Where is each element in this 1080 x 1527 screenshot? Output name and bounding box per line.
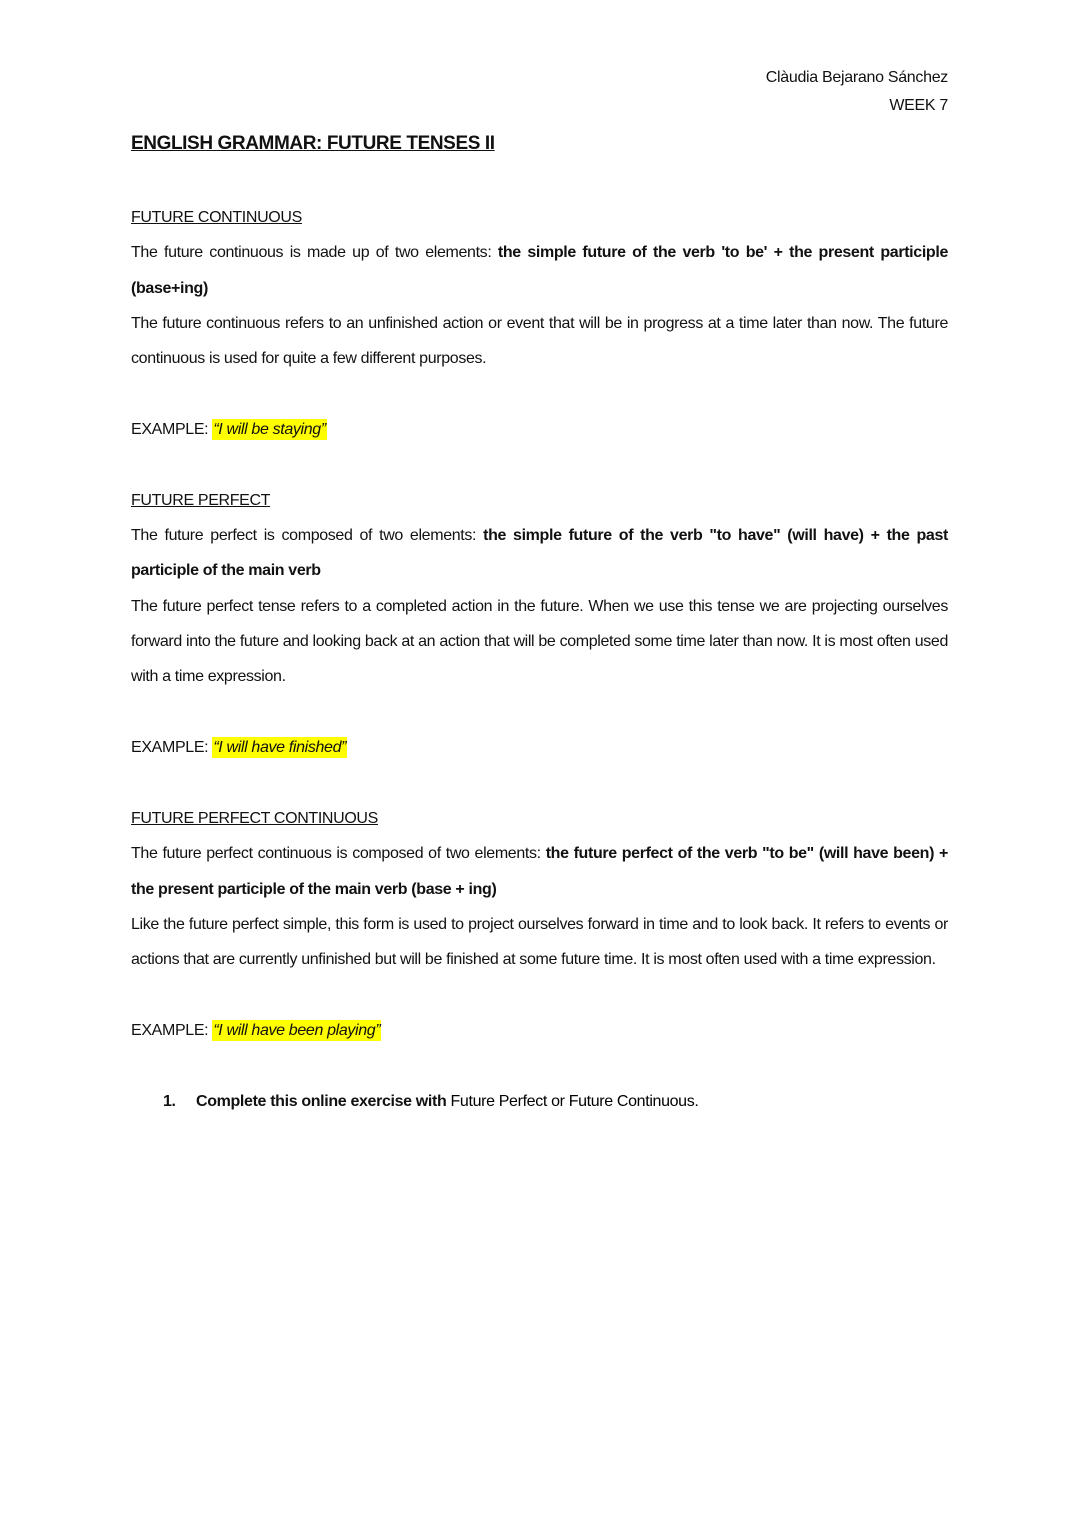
definition-paragraph [131, 518, 948, 589]
explanation-paragraph: The future perfect tense refers to a completed action in the future. When we use this tense we are projecting ourselves forward into the future and looking back at an action that will be completed some time later than now. It is most often used with a time expression. [131, 597, 948, 686]
definition-intro: The future perfect is composed of two elements: [131, 527, 484, 545]
document-body [131, 200, 948, 1119]
definition-formula: the simple future of the verb "to have" (will have) + the past participle of the main verb [131, 527, 948, 580]
example-line [131, 730, 948, 765]
task-text-rest: Future Perfect or Future Continuous. [450, 1092, 699, 1110]
author-name: Clàudia Bejarano Sánchez [765, 69, 948, 86]
example-highlight: “I will have finished” [213, 739, 347, 757]
definition-formula: the simple future of the verb 'to be' + the present participle (base+ing) [131, 244, 948, 297]
definition-paragraph [131, 836, 948, 907]
week-label: WEEK 7 [889, 97, 948, 114]
explanation-paragraph: Like the future perfect simple, this form is used to project ourselves forward in time and to look back. It refers to events or actions that are currently unfinished but will be finished at some future time. It is most often used with a time expression. [131, 915, 948, 969]
example-line [131, 1013, 948, 1048]
definition-intro: The future perfect continuous is composed of two elements: [131, 845, 546, 863]
example-label: EXAMPLE: [131, 739, 213, 757]
task-text: Complete this online exercise with [196, 1092, 451, 1110]
section-heading-future-perfect: FUTURE PERFECT [131, 491, 271, 509]
task-number: 1. [163, 1092, 176, 1110]
task-item [131, 1084, 948, 1119]
example-label: EXAMPLE: [131, 421, 213, 439]
example-label: EXAMPLE: [131, 1021, 213, 1039]
example-highlight: “I will be staying” [213, 421, 326, 439]
section-heading-future-continuous: FUTURE CONTINUOUS [131, 209, 302, 226]
example-highlight: “I will have been playing” [213, 1021, 381, 1039]
definition-formula: the future perfect of the verb "to be" (will have been) + the present participle of the main verb (base + ing) [131, 845, 948, 898]
document-title: ENGLISH GRAMMAR: FUTURE TENSES II [131, 133, 495, 154]
explanation-paragraph: The future continuous refers to an unfinished action or event that will be in progress at a time later than now. The future continuous is used for quite a few different purposes. [131, 315, 948, 368]
example-line [131, 412, 948, 447]
definition-paragraph [131, 235, 948, 306]
definition-intro: The future continuous is made up of two elements: [131, 244, 498, 262]
section-heading-future-perfect-continuous: FUTURE PERFECT CONTINUOUS [131, 809, 378, 827]
